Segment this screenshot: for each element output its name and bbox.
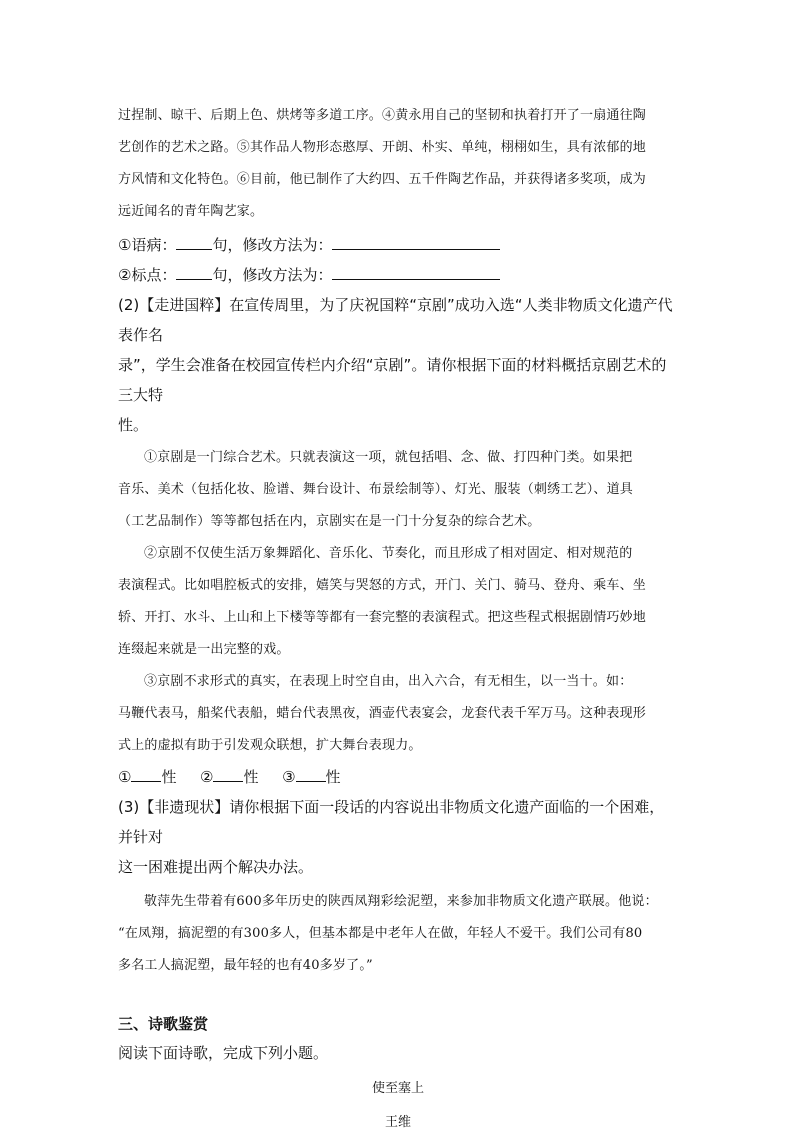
material-line: 轿、开打、水斗、上山和上下楼等等都有一套完整的表演程式。把这些程式根据剧情巧妙地 — [118, 610, 647, 625]
quote-line: 多名工人搞泥塑，最年轻的也有40多岁了。” — [118, 958, 373, 973]
material-paragraph-2 — [118, 538, 678, 666]
answer-blank[interactable] — [176, 235, 212, 250]
answer-blank[interactable] — [332, 265, 500, 280]
poem-title: 使至塞上 — [371, 1081, 424, 1096]
quote-line: “在凤翔，搞泥塑的有300多人，但基本都是中老年人在做，年轻人不爱干。我们公司有80 — [118, 926, 643, 941]
material-line: 音乐、美术（包括化妆、脸谱、舞台设计、布景绘制等）、灯光、服装（刺绣工艺）、道具 — [118, 482, 634, 497]
answer-blank[interactable] — [213, 767, 243, 782]
material-line: 连缀起来就是一出完整的戏。 — [118, 642, 290, 657]
material-line: 式上的虚拟有助于引发观众联想，扩大舞台表现力。 — [118, 738, 422, 753]
question-text: (3)【非遗现状】请你根据下面一段话的内容说出非物质文化遗产面临的一个困难，并针对 — [118, 798, 665, 846]
answer-line-grammar: ①语病： 句，修改方法为： — [118, 230, 678, 260]
question-text: 录”，学生会准备在校园宣传栏内介绍“京剧”。请你根据下面的材料概括京剧艺术的三大特 — [118, 356, 667, 404]
answer-blank[interactable] — [332, 235, 500, 250]
material-line: 表演程式。比如唱腔板式的安排，嬉笑与哭怒的方式，开门、关门、骑马、登舟、乘车、坐 — [118, 578, 647, 593]
passage-line: 远近闻名的青年陶艺家。 — [118, 204, 264, 219]
question-2 — [118, 290, 678, 792]
passage — [118, 100, 678, 228]
document-page — [118, 100, 678, 1140]
passage-line: 过捏制、晾干、后期上色、烘烤等多道工序。④黄永用自己的坚韧和执着打开了一扇通往陶 — [118, 108, 647, 123]
question-1-answers — [118, 230, 678, 290]
answer-blank[interactable] — [176, 265, 212, 280]
answer-blank[interactable] — [296, 767, 326, 782]
material-paragraph-1 — [118, 442, 678, 538]
passage-line: 艺创作的艺术之路。⑤其作品人物形态憨厚、开朗、朴实、单纯，栩栩如生，具有浓郁的地 — [118, 140, 647, 155]
question-text: 性。 — [118, 416, 149, 434]
material-line: ②京剧不仅使生活万象舞蹈化、音乐化、节奏化，而且形成了相对固定、相对规范的 — [144, 546, 633, 561]
poem-author: 王维 — [384, 1115, 411, 1130]
section-poetry — [118, 1010, 678, 1140]
question-text: 这一困难提出两个解决办法。 — [118, 858, 314, 876]
material-line: ③京剧不求形式的真实，在表现上时空自由，出入六合，有无相生，以一当十。如： — [144, 674, 633, 689]
answer-line-traits: ① 性 ② 性 ③ 性 — [118, 768, 341, 786]
material-line: ①京剧是一门综合艺术。只就表演这一项，就包括唱、念、做、打四种门类。如果把 — [144, 450, 633, 465]
material-line: （工艺品制作）等等都包括在内，京剧实在是一门十分复杂的综合艺术。 — [118, 514, 541, 529]
section-instruction: 阅读下面诗歌，完成下列小题。 — [118, 1044, 329, 1062]
quote-line: 敬萍先生带着有600多年历史的陕西凤翔彩绘泥塑，来参加非物质文化遗产联展。他说： — [144, 894, 658, 909]
material-paragraph-3 — [118, 666, 678, 762]
question-3 — [118, 792, 678, 982]
material-line: 马鞭代表马，船桨代表船，蜡台代表黑夜，酒壶代表宴会，龙套代表千军万马。这种表现形 — [118, 706, 647, 721]
answer-line-punctuation: ②标点： 句，修改方法为： — [118, 260, 678, 290]
passage-line: 方风情和文化特色。⑥目前，他已制作了大约四、五千件陶艺作品，并获得诸多奖项，成为 — [118, 172, 647, 187]
section-title: 三、诗歌鉴赏 — [118, 1015, 209, 1033]
answer-blank[interactable] — [131, 767, 161, 782]
quote-paragraph — [118, 886, 678, 982]
question-text: (2)【走进国粹】在宣传周里，为了庆祝国粹“京剧”成功入选“人类非物质文化遗产代表作名 — [118, 296, 673, 344]
